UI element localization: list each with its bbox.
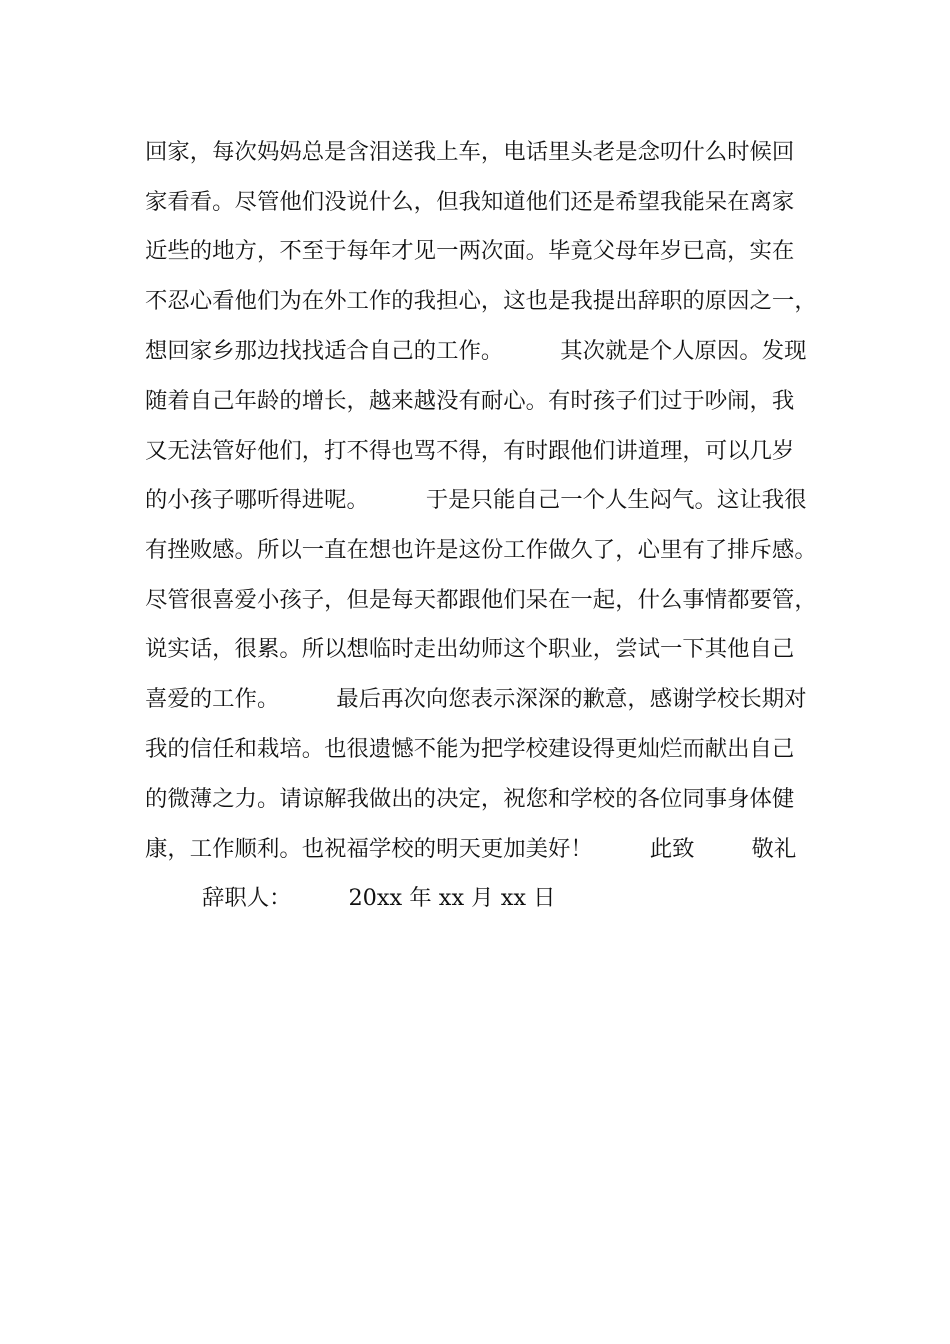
body-text-line: 近些的地方，不至于每年才见一两次面。毕竟父母年岁已高，实在 <box>145 238 795 264</box>
body-text-line: 不忍心看他们为在外工作的我担心，这也是我提出辞职的原因之一， <box>145 288 817 314</box>
body-text-line: 说实话，很累。所以想临时走出幼师这个职业，尝试一下其他自己 <box>145 636 795 662</box>
body-text-line: 我的信任和栽培。也很遗憾不能为把学校建设得更灿烂而献出自己 <box>145 736 795 762</box>
body-text-line: 喜爱的工作。 最后再次向您表示深深的歉意，感谢学校长期对 <box>145 686 807 712</box>
body-text-line: 又无法管好他们，打不得也骂不得，有时跟他们讲道理，可以几岁 <box>145 438 795 464</box>
signature-date-line: 辞职人： 20xx 年 xx 月 xx 日 <box>145 885 556 911</box>
body-text-line: 随着自己年龄的增长，越来越没有耐心。有时孩子们过于吵闹，我 <box>145 388 795 414</box>
body-text-line: 家看看。尽管他们没说什么，但我知道他们还是希望我能呆在离家 <box>145 189 795 215</box>
body-text-line: 的微薄之力。请谅解我做出的决定，祝您和学校的各位同事身体健 <box>145 786 795 812</box>
closing-line: 康，工作顺利。也祝福学校的明天更加美好！ 此致 敬礼 <box>145 836 797 862</box>
body-text-line: 尽管很喜爱小孩子，但是每天都跟他们呆在一起，什么事情都要管， <box>145 587 817 613</box>
body-text-line: 的小孩子哪听得进呢。 于是只能自己一个人生闷气。这让我很 <box>145 487 807 513</box>
body-text-line: 有挫败感。所以一直在想也许是这份工作做久了，心里有了排斥感。 <box>145 537 817 563</box>
body-text-line: 回家，每次妈妈总是含泪送我上车，电话里头老是念叨什么时候回 <box>145 139 795 165</box>
body-text-line: 想回家乡那边找找适合自己的工作。 其次就是个人原因。发现 <box>145 338 807 364</box>
